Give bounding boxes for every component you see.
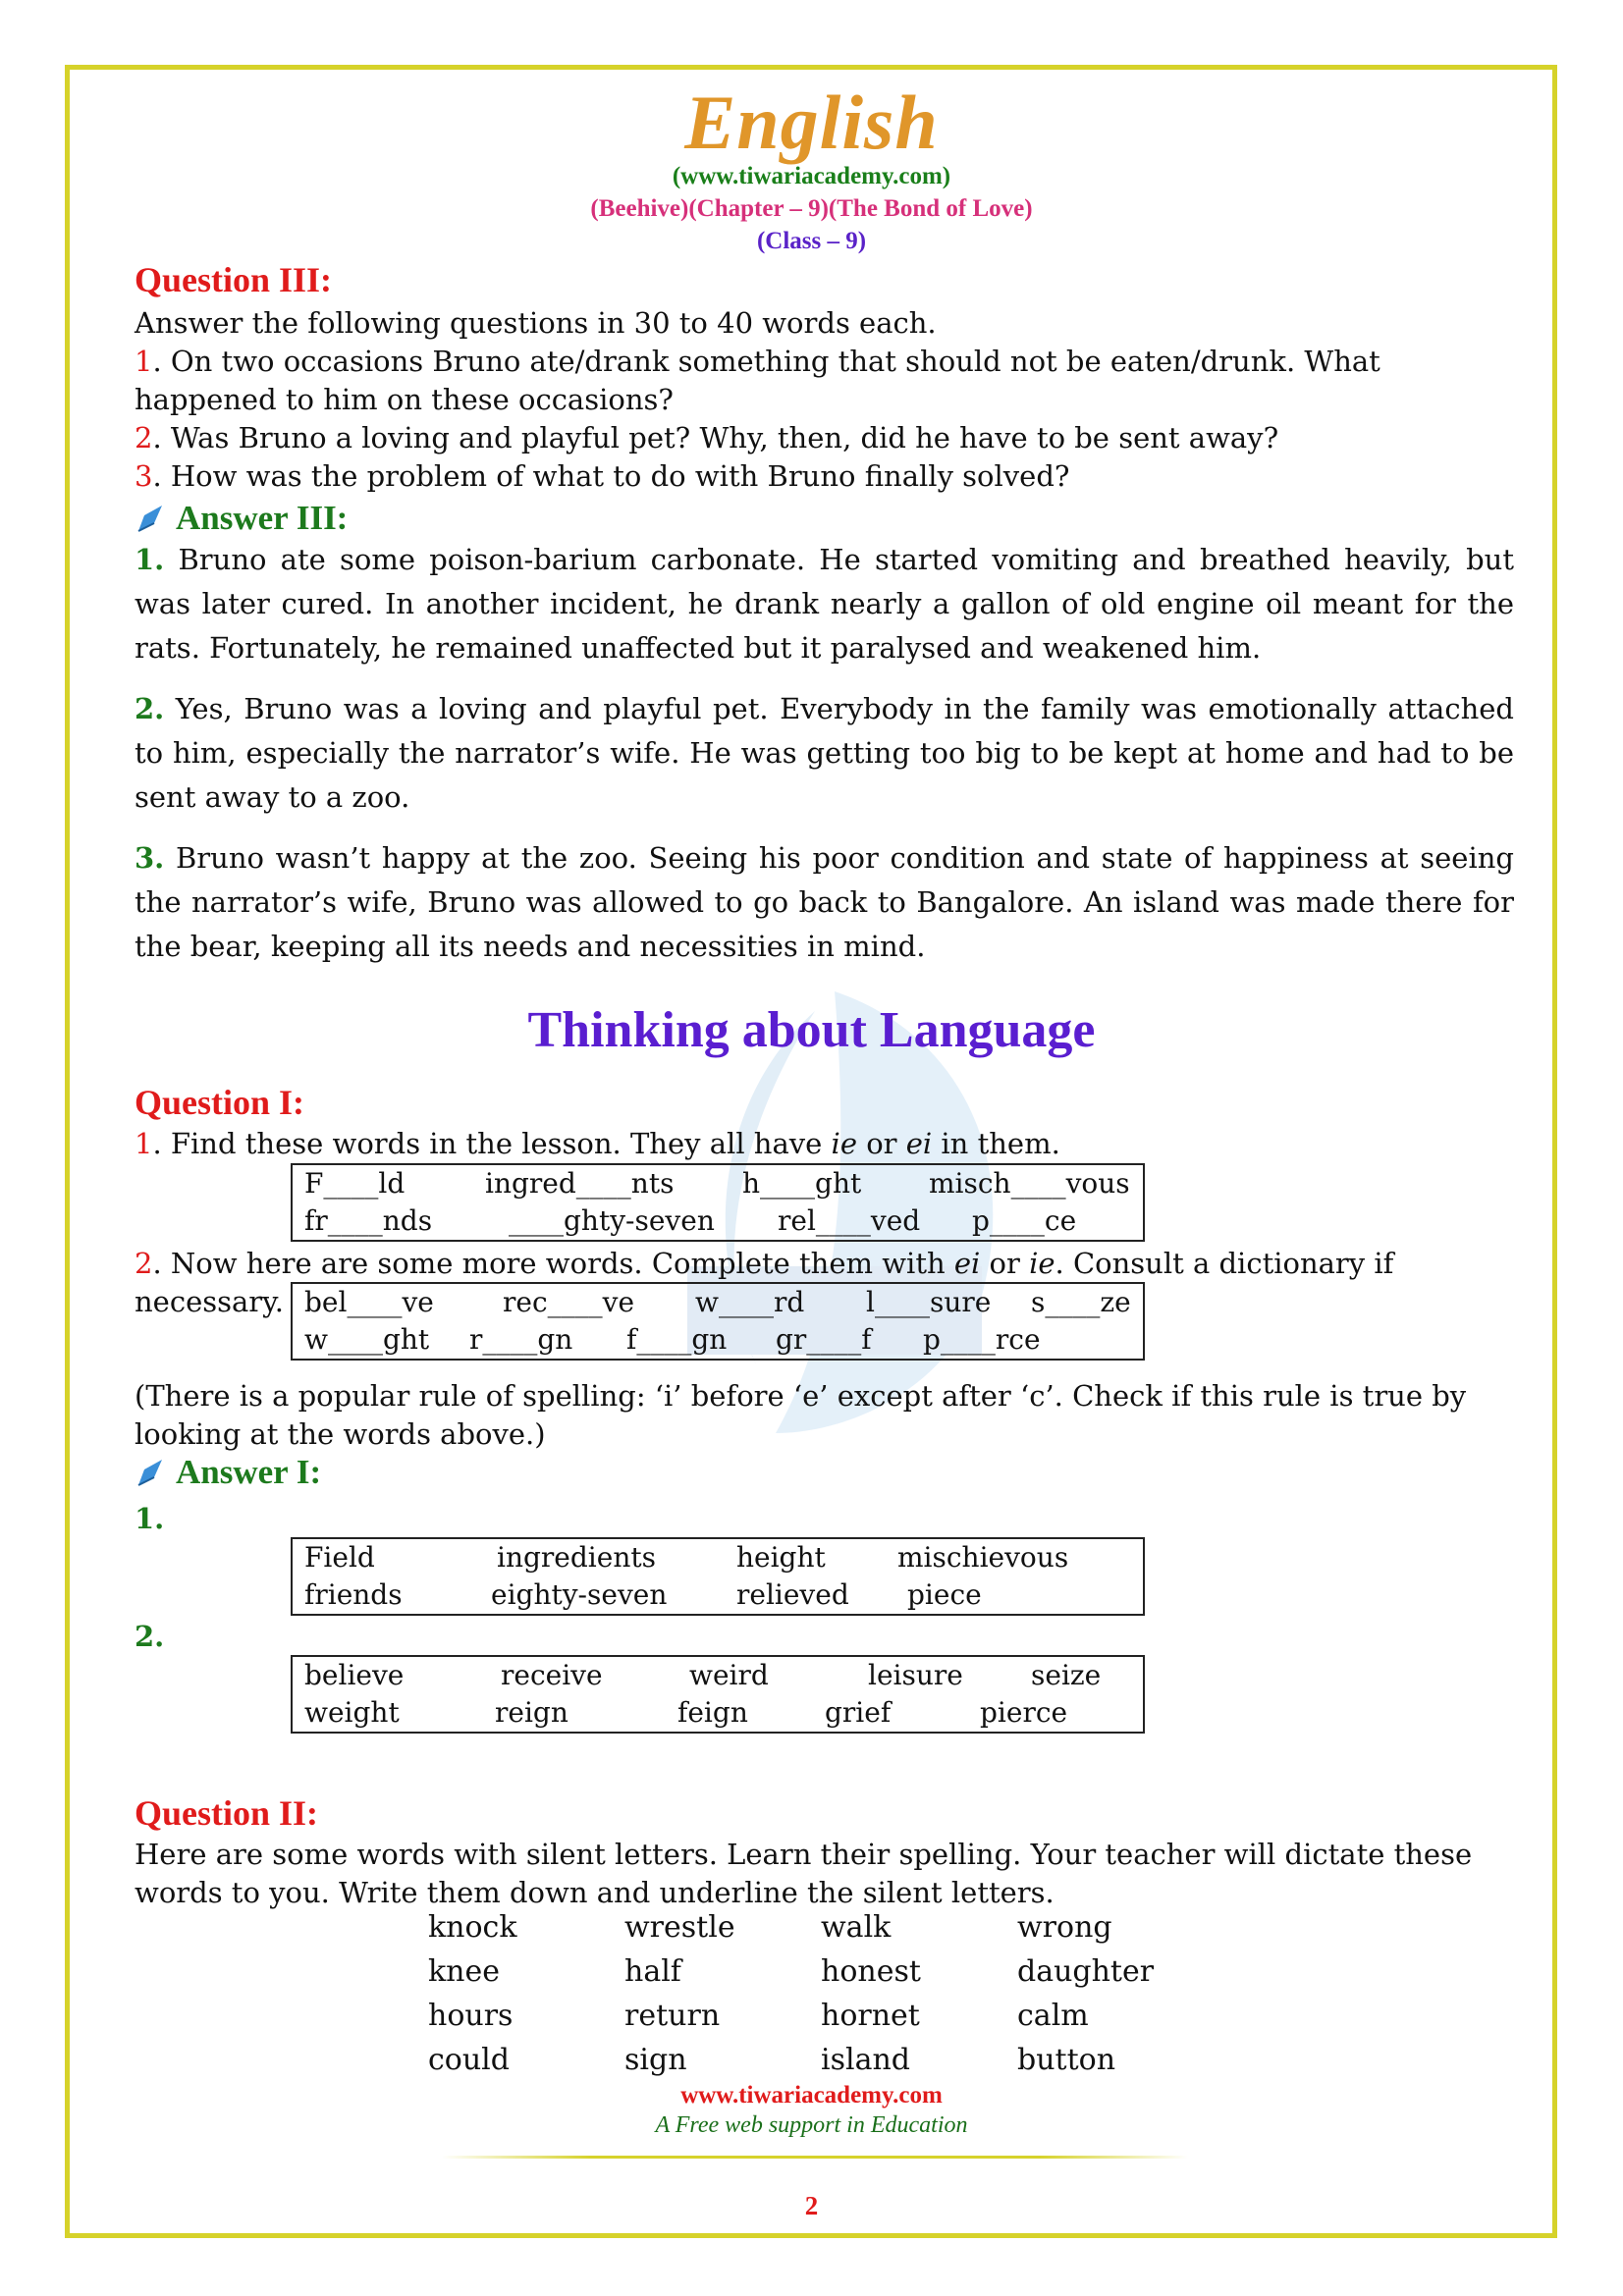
answer-word: believe	[304, 1659, 405, 1691]
answer-word: ingredients	[497, 1541, 656, 1574]
question-3-intro: Answer the following questions in 30 to 40 words each.	[135, 306, 937, 340]
answer-word: Field	[304, 1541, 375, 1574]
pen-icon	[135, 502, 168, 535]
footer-url[interactable]: www.tiwariacademy.com	[680, 2082, 943, 2109]
question-3-item-2: 2. Was Bruno a loving and playful pet? Why, then, did he have to be sent away?	[135, 421, 1279, 454]
silent-word: honest	[821, 1954, 921, 1989]
wordbox-row	[293, 1321, 1143, 1359]
document-title: English	[684, 80, 939, 165]
silent-word: walk	[821, 1910, 892, 1945]
word-blank: gr____f	[776, 1323, 872, 1356]
page-number: 2	[804, 2191, 819, 2220]
question-2-intro: Here are some words with silent letters. Learn their spelling. Your teacher will dictate these words to you. Write them down and underline the silent letters.	[135, 1838, 1473, 1909]
answer-word: feign	[677, 1696, 748, 1729]
answer-word: height	[736, 1541, 826, 1574]
silent-word: knee	[428, 1954, 501, 1989]
question-3-item-1: 1. On two occasions Bruno ate/drank something that should not be eaten/drunk. What happened to him on these occasions?	[135, 345, 1380, 416]
word-blank: bel____ve	[304, 1286, 434, 1318]
answer-word: weird	[689, 1659, 769, 1691]
word-blank: l____sure	[866, 1286, 992, 1318]
silent-word: daughter	[1017, 1954, 1155, 1989]
answer-1-wordbox-2	[291, 1655, 1145, 1734]
answer-word: receive	[501, 1659, 603, 1691]
question-3-body	[135, 304, 1514, 496]
answer-1-label-2: 2.	[135, 1620, 165, 1653]
header-url[interactable]: (www.tiwariacademy.com)	[672, 163, 951, 189]
word-blank: F____ld	[304, 1167, 406, 1200]
answer-word: reign	[495, 1696, 568, 1729]
section-title: Thinking about Language	[527, 1002, 1096, 1058]
answer-word: friends	[304, 1578, 403, 1611]
question-1-item-1: 1. Find these words in the lesson. They all have ie or ei in them.	[135, 1127, 1060, 1160]
silent-word: half	[624, 1954, 681, 1989]
silent-word: return	[624, 1999, 721, 2033]
word-blank: w____rd	[695, 1286, 805, 1318]
answer-1-wordbox-1	[291, 1537, 1145, 1616]
word-blank: ingred____nts	[485, 1167, 675, 1200]
question-3-item-3: 3. How was the problem of what to do with Bruno finally solved?	[135, 459, 1070, 493]
question-1-heading: Question I:	[135, 1083, 305, 1122]
question-1-wordbox-2	[291, 1282, 1145, 1361]
wordbox-row	[293, 1539, 1143, 1576]
answer-word: piece	[907, 1578, 982, 1611]
answer-3-heading: Answer III:	[135, 499, 348, 538]
silent-word: could	[428, 2043, 510, 2077]
wordbox-row	[293, 1694, 1143, 1732]
answer-3-item-3: 3. Bruno wasn’t happy at the zoo. Seeing his poor condition and state of happiness at seeing the narrator’s wife, Bruno was allowed to go back to Bangalore. An island was made there for the bear, keeping all its needs and necessities in mind.	[135, 841, 1514, 963]
word-blank: p____ce	[972, 1204, 1077, 1237]
silent-word: wrong	[1017, 1910, 1112, 1945]
silent-word: hornet	[821, 1999, 920, 2033]
word-blank: f____gn	[626, 1323, 728, 1356]
answer-word: weight	[304, 1696, 400, 1729]
wordbox-row	[293, 1202, 1143, 1240]
silent-word: hours	[428, 1999, 514, 2033]
answer-word: relieved	[736, 1578, 849, 1611]
question-2-heading: Question II:	[135, 1793, 319, 1833]
silent-word: wrestle	[624, 1910, 735, 1945]
word-blank: r____gn	[469, 1323, 573, 1356]
word-blank: misch____vous	[929, 1167, 1130, 1200]
question-1-item-2: 2. Now here are some more words. Complete them with ei or ie. Consult a dictionary if necessary.	[135, 1247, 1394, 1318]
word-blank: ____ghty-seven	[509, 1204, 715, 1237]
wordbox-row	[293, 1657, 1143, 1694]
silent-word: sign	[624, 2043, 687, 2077]
answer-3-item-2: 2. Yes, Bruno was a loving and playful pet. Everybody in the family was emotionally attached to him, especially the narrator’s wife. He was getting too big to be kept at home and had to be sent away to a zoo.	[135, 692, 1514, 814]
word-blank: h____ght	[742, 1167, 862, 1200]
answer-word: pierce	[980, 1696, 1068, 1729]
word-blank: rec____ve	[503, 1286, 635, 1318]
silent-word: island	[821, 2043, 910, 2077]
answer-word: grief	[825, 1696, 892, 1729]
question-3-heading: Question III:	[135, 260, 333, 299]
answer-word: seize	[1031, 1659, 1102, 1691]
wordbox-row	[293, 1165, 1143, 1202]
answer-1-heading: Answer I:	[135, 1453, 321, 1492]
word-blank: fr____nds	[304, 1204, 433, 1237]
question-1-wordbox-1	[291, 1163, 1145, 1242]
answer-1-label-1: 1.	[135, 1502, 165, 1535]
answer-word: leisure	[868, 1659, 963, 1691]
answer-word: mischievous	[897, 1541, 1069, 1574]
wordbox-row	[293, 1576, 1143, 1614]
pen-icon	[135, 1456, 168, 1489]
word-blank: s____ze	[1031, 1286, 1131, 1318]
header-class: (Class – 9)	[756, 228, 867, 254]
word-blank: p____rce	[923, 1323, 1041, 1356]
silent-word: button	[1017, 2043, 1116, 2077]
footer-divider	[442, 2156, 1188, 2159]
word-blank: w____ght	[304, 1323, 430, 1356]
word-blank: rel____ved	[778, 1204, 921, 1237]
footer-tagline: A Free web support in Education	[655, 2112, 968, 2138]
silent-word: knock	[428, 1910, 517, 1945]
answer-3-item-1: 1. Bruno ate some poison-barium carbonate. He started vomiting and breathed heavily, but was later cured. In another incident, he drank nearly a gallon of old engine oil meant for the rats. Fortunately, he remained unaffected but it paralysed and weakened him.	[135, 543, 1514, 665]
spelling-rule-note: (There is a popular rule of spelling: ‘i’ before ‘e’ except after ‘c’. Check if this rule is true by looking at the words above.)	[135, 1379, 1467, 1451]
wordbox-row	[293, 1284, 1143, 1321]
silent-word: calm	[1017, 1999, 1089, 2033]
answer-word: eighty-seven	[491, 1578, 668, 1611]
header-chapter: (Beehive)(Chapter – 9)(The Bond of Love)	[590, 195, 1033, 222]
